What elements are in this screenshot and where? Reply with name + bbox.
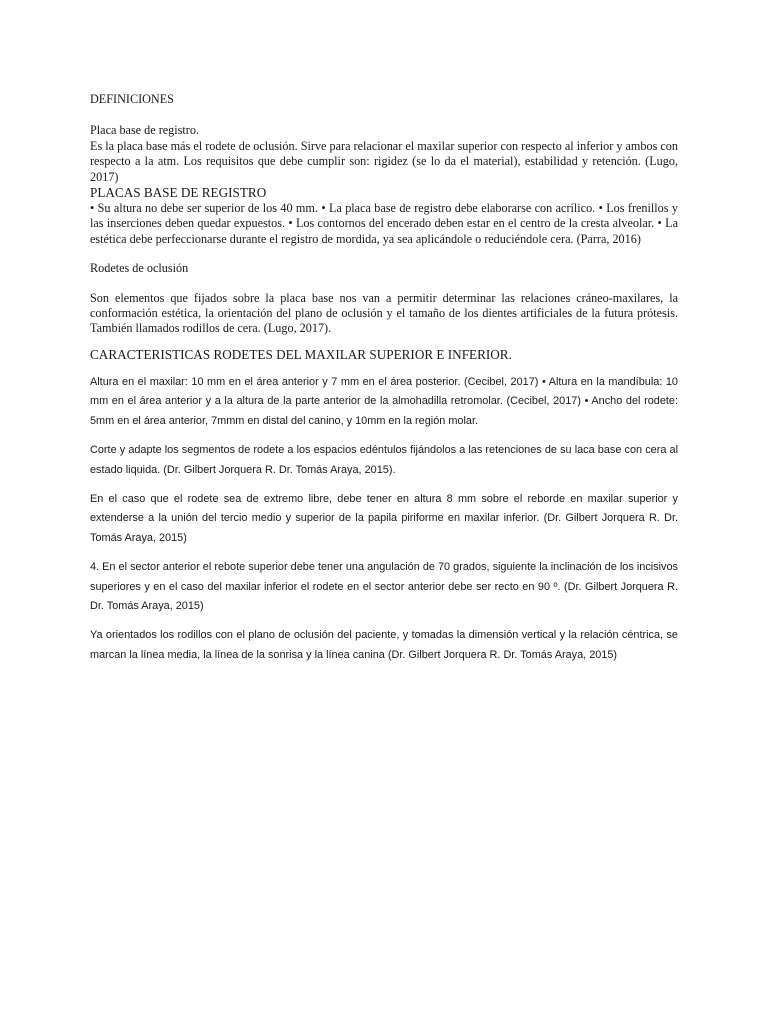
- spacer: [90, 277, 678, 291]
- section-heading-placa-base: Placa base de registro.: [90, 123, 199, 138]
- spacer: [90, 247, 678, 261]
- spacer: [90, 616, 678, 626]
- paragraph-sector-anterior: 4. En el sector anterior el rebote superior debe tener una angulación de 70 grados, siguiente la inclinación de los incisivos superiores y en el caso del maxilar inferior el rodete en el sector anterior debe ser recto en 90 º. (Dr. Gilbert Jorquera R. Dr. Tomás Araya, 2015): [90, 561, 678, 612]
- document-page: [90, 92, 678, 665]
- section-body-placa-base: Es la placa base más el rodete de oclusión. Sirve para relacionar el maxilar superior con respecto al inferior y ambos con respecto a la atm. Los requisitos que debe cumplir son: rigidez (se lo da el material), estabilidad y retención. (Lugo, 2017): [90, 138, 678, 184]
- document-title: DEFINICIONES: [90, 92, 174, 106]
- section-heading-rodetes: Rodetes de oclusión: [90, 261, 189, 276]
- paragraph-orientados: Ya orientados los rodillos con el plano de oclusión del paciente, y tomadas la dimensión vertical y la relación céntrica, se marcan la línea media, la línea de la sonrisa y la línea canina (Dr. Gilbert Jorquera R. Dr. Tomás Araya, 2015): [90, 629, 678, 661]
- paragraph-alturas: Altura en el maxilar: 10 mm en el área anterior y 7 mm en el área posterior. (Cecibel, 2017) • Altura en la mandíbula: 10 mm en el área anterior y a la altura de la parte anterior de la almohadilla retromolar. (Cecibel, 2017) • Ancho del rodete: 5mm en el área anterior, 7mmm en distal del canino, y 10mm en la región molar.: [90, 375, 678, 427]
- spacer: [90, 431, 678, 441]
- spacer: [90, 107, 678, 123]
- section-body-rodetes: Son elementos que fijados sobre la placa base nos van a permitir determinar las relaciones cráneo-maxilares, la conformación estética, la orientación del plano de oclusión y el tamaño de los dientes artificiales de la futura prótesis. También llamados rodillos de cera. (Lugo, 2017).: [90, 290, 678, 336]
- spacer: [90, 548, 678, 558]
- section-body-placas-base-registro: • Su altura no debe ser superior de los 40 mm. • La placa base de registro debe elaborarse con acrílico. • Los frenillos y las inserciones deben quedar expuestos. • Los contornos del encerado deben estar en el centro de la cresta alveolar. • La estética debe perfeccionarse durante el registro de mordida, ya sea aplicándole o reduciéndole cera. (Parra, 2016): [90, 201, 678, 246]
- spacer: [90, 363, 678, 373]
- section-heading-placas-base-registro: PLACAS BASE DE REGISTRO: [90, 185, 267, 201]
- paragraph-extremo-libre: En el caso que el rodete sea de extremo libre, debe tener en altura 8 mm sobre el reborde en maxilar superior y extenderse a la unión del tercio medio y superior de la papila piriforme en maxilar inferior. (Dr. Gilbert Jorquera R. Dr. Tomás Araya, 2015): [90, 492, 678, 544]
- section-heading-caracteristicas: CARACTERISTICAS RODETES DEL MAXILAR SUPERIOR E INFERIOR.: [90, 346, 512, 362]
- spacer: [90, 337, 678, 347]
- paragraph-corte-adapte: Corte y adapte los segmentos de rodete a los espacios edéntulos fijándolos a las retenciones de su laca base con cera al estado liquida. (Dr. Gilbert Jorquera R. Dr. Tomás Araya, 2015).: [90, 444, 678, 476]
- spacer: [90, 480, 678, 490]
